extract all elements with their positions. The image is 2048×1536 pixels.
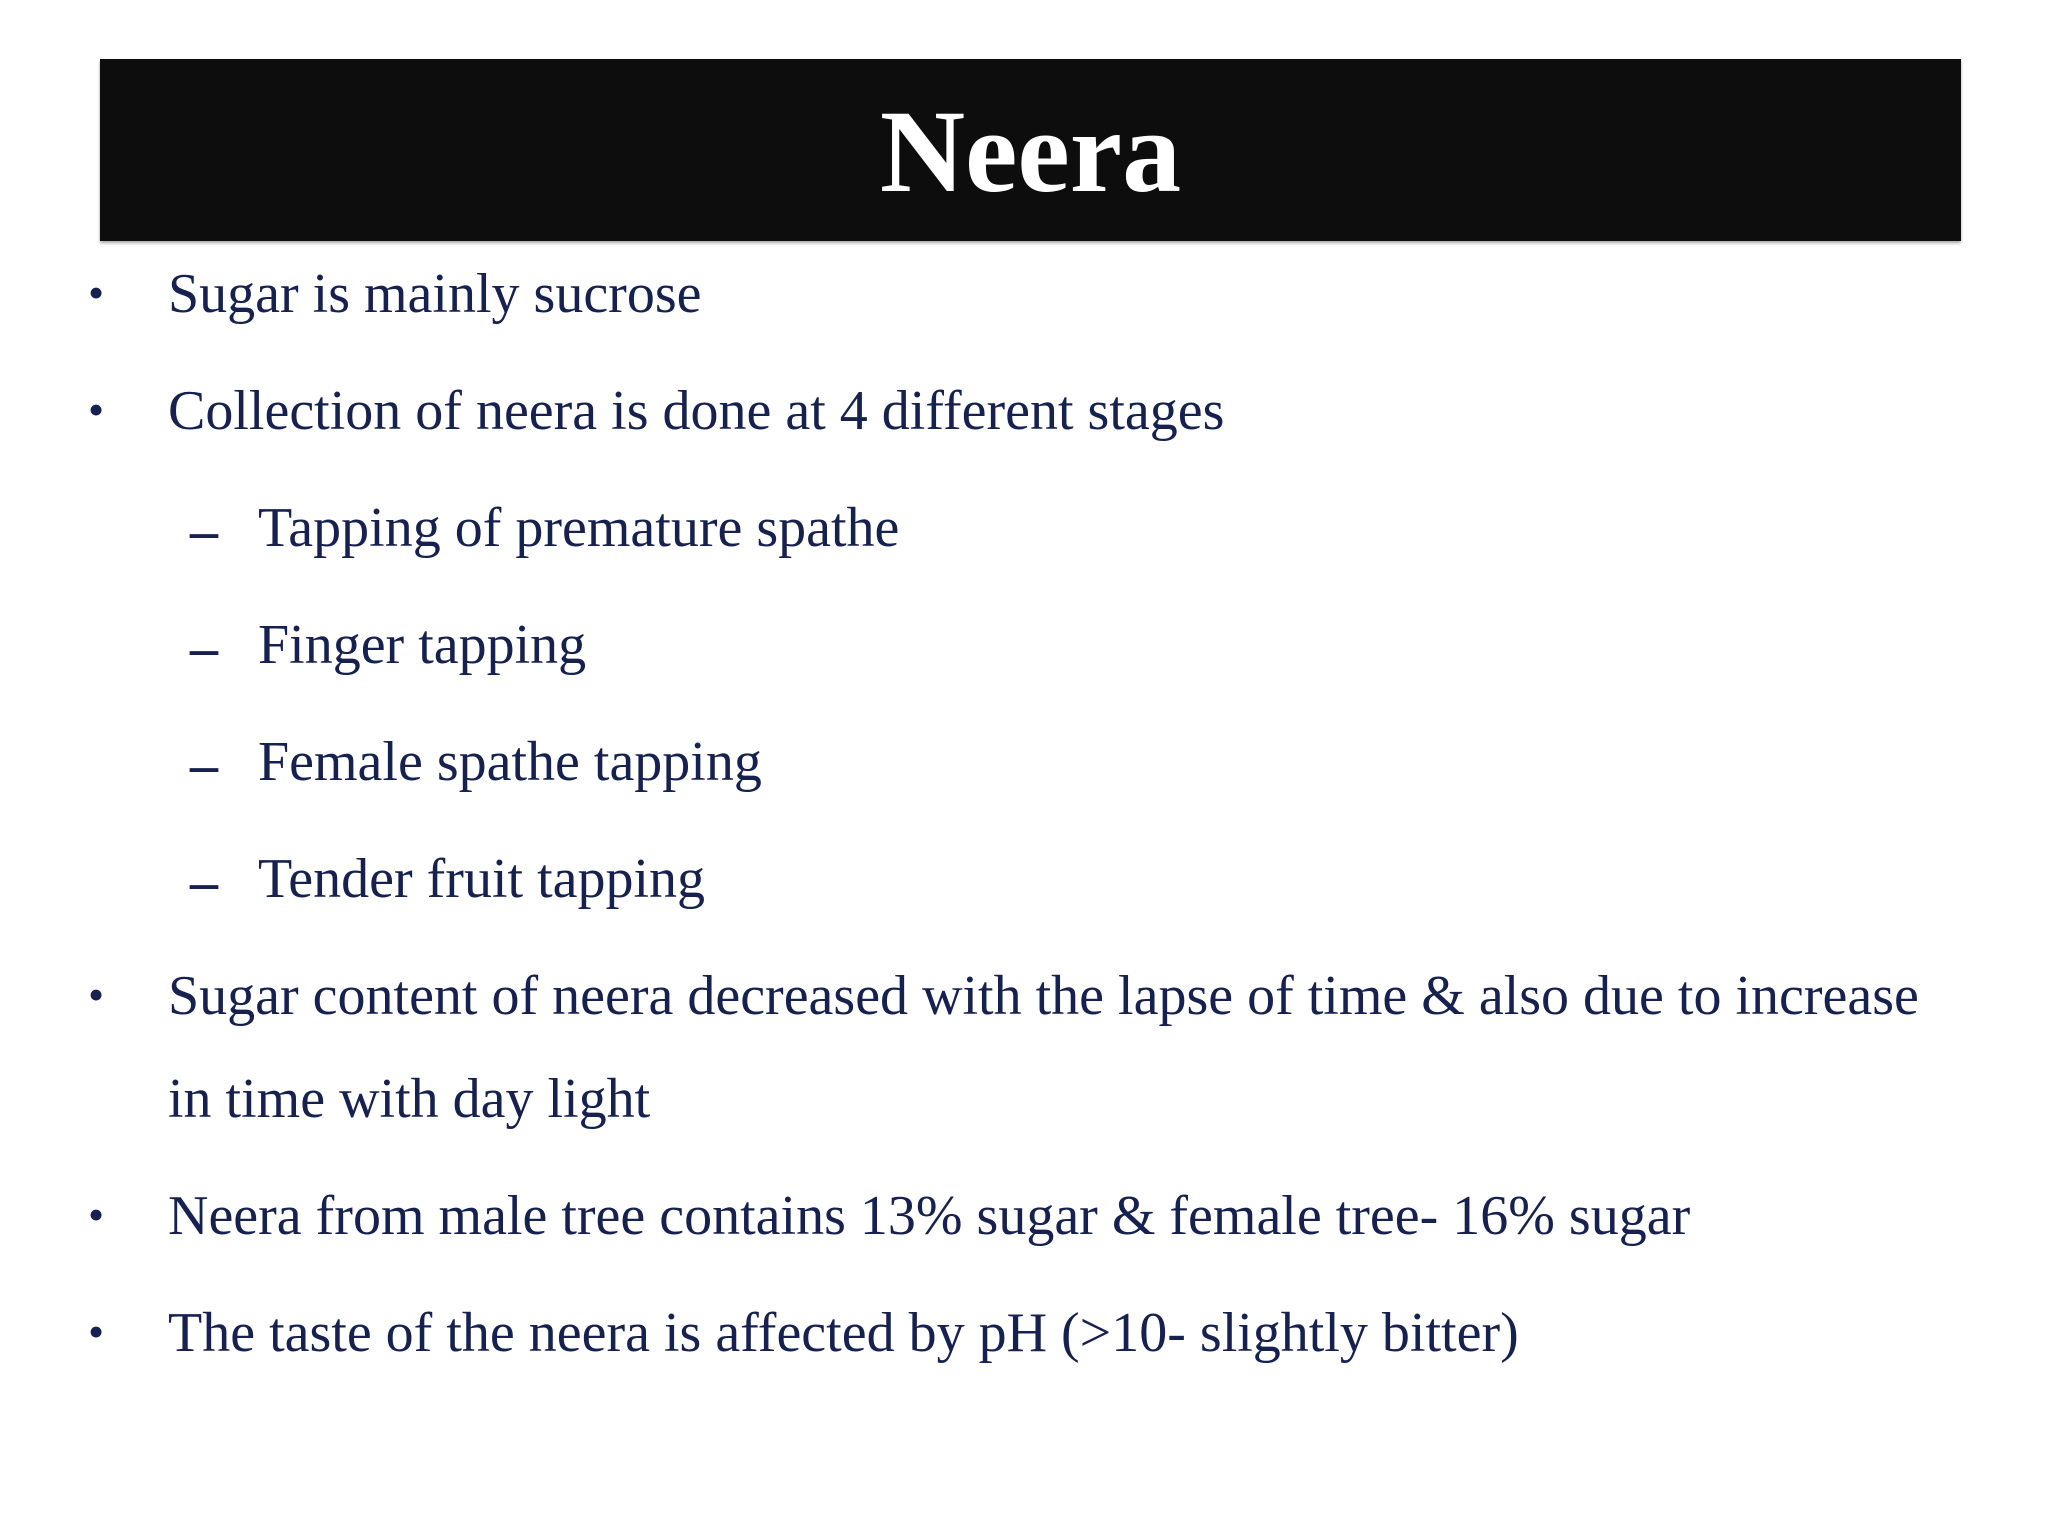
sub-bullet-marker: – [190, 734, 218, 796]
sub-bullet-marker: – [190, 500, 218, 562]
bullet-text: Collection of neera is done at 4 different stages [168, 380, 1225, 442]
bullet-marker: • [88, 1306, 105, 1357]
slide-title: Neera [879, 86, 1182, 217]
sub-bullet-marker: – [190, 617, 218, 679]
sub-bullet-text: Tender fruit tapping [258, 848, 706, 910]
bullet-text: The taste of the neera is affected by pH (>10- slightly bitter) [168, 1302, 1519, 1364]
sub-bullet-text: Female spathe tapping [258, 731, 762, 793]
sub-bullet-marker: – [190, 851, 218, 913]
bullet-marker: • [88, 384, 105, 435]
bullet-text: Neera from male tree contains 13% sugar & female tree- 16% sugar [168, 1185, 1691, 1247]
sub-bullet-text: Finger tapping [258, 614, 587, 676]
bullet-text-line2: in time with day light [168, 1068, 651, 1130]
bullet-marker: • [88, 267, 105, 318]
bullet-text: Sugar is mainly sucrose [168, 263, 702, 325]
bullet-text-line1: Sugar content of neera decreased with the lapse of time & also due to increase [168, 965, 1919, 1027]
bullet-marker: • [88, 969, 105, 1020]
bullet-marker: • [88, 1189, 105, 1240]
sub-bullet-text: Tapping of premature spathe [258, 497, 900, 559]
